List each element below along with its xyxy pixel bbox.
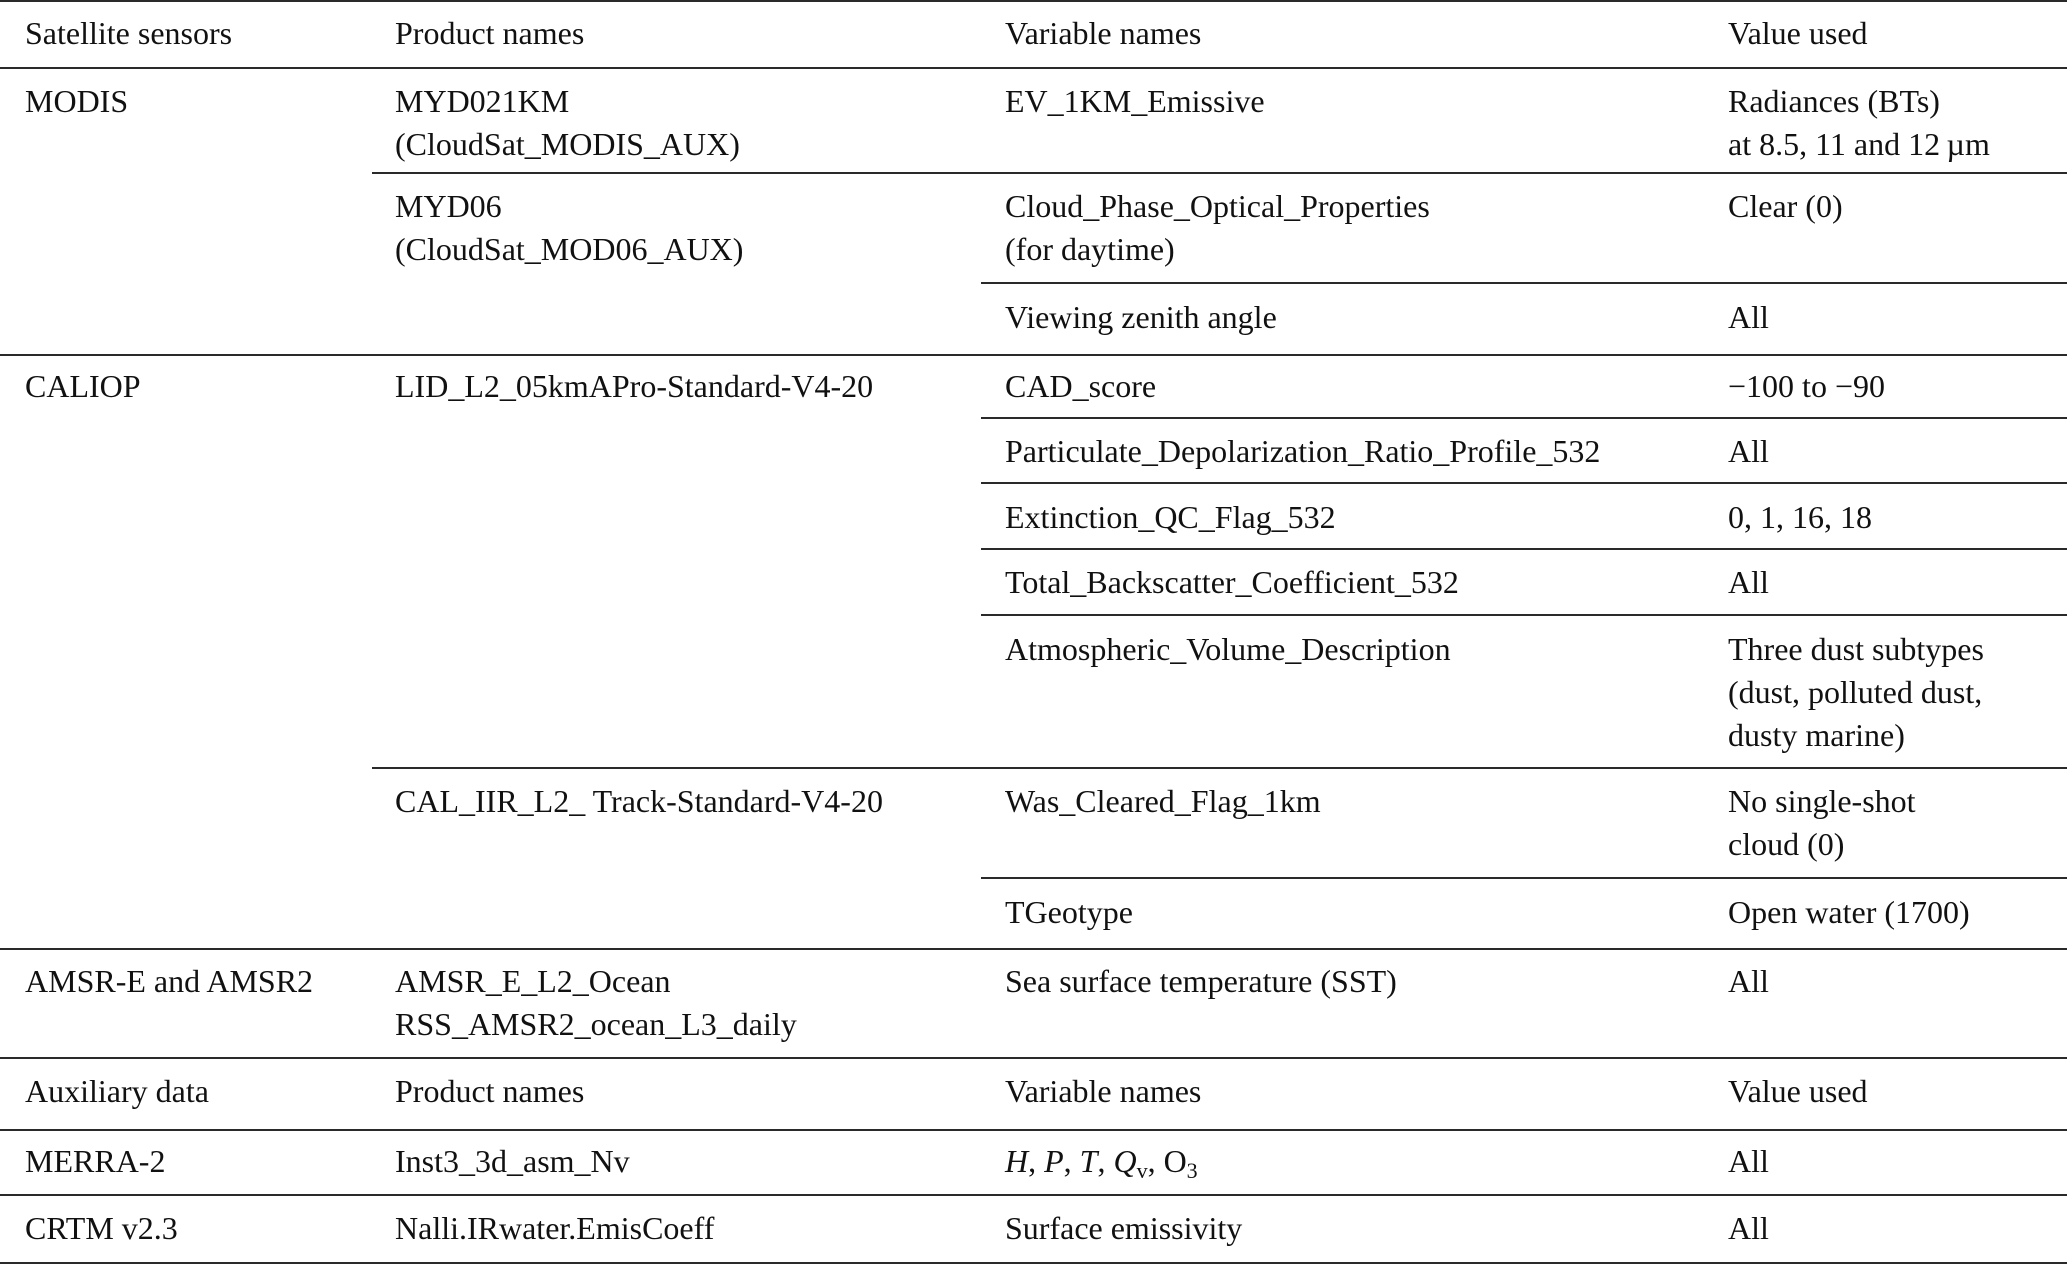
var-o3: O: [1163, 1143, 1187, 1179]
header-variable-names: Variable names: [1005, 15, 1202, 51]
var-h: H: [1005, 1143, 1029, 1179]
value-cell: Open water (1700): [1728, 894, 1970, 930]
source-cell: MERRA-2: [25, 1143, 166, 1179]
variable-line: (for daytime): [1005, 231, 1175, 267]
variable-cell: Atmospheric_Volume_Description: [1005, 631, 1451, 667]
var-t: T: [1079, 1143, 1098, 1179]
var-p: P: [1044, 1143, 1064, 1179]
header-product-names: Product names: [395, 15, 585, 51]
variable-cell: Sea surface temperature (SST): [1005, 963, 1397, 999]
variable-cell: Surface emissivity: [1005, 1210, 1243, 1246]
product-line: (CloudSat_MOD06_AUX): [395, 231, 744, 267]
rule: [0, 948, 2067, 950]
product-line: AMSR_E_L2_Ocean: [395, 963, 671, 999]
var-q: Q: [1113, 1143, 1137, 1179]
value-line: cloud (0): [1728, 826, 1845, 862]
value-line: (dust, polluted dust,: [1728, 674, 1983, 710]
value-cell: −100 to −90: [1728, 368, 1885, 404]
source-cell: CRTM v2.3: [25, 1210, 178, 1246]
value-cell: [1728, 780, 1916, 866]
rule-top: [0, 0, 2067, 2]
value-cell: [1728, 628, 1984, 757]
variable-cell: Total_Backscatter_Coefficient_532: [1005, 564, 1459, 600]
variable-cell: CAD_score: [1005, 368, 1157, 404]
rule-bottom: [0, 1262, 2067, 1264]
product-cell: [395, 185, 743, 271]
rule: [0, 1129, 2067, 1131]
sensor-cell: AMSR-E and AMSR2: [25, 963, 314, 999]
var-q-subscript: v: [1136, 1158, 1148, 1183]
value-line: No single-shot: [1728, 783, 1916, 819]
header-value-used: Value used: [1728, 1073, 1868, 1109]
variable-cell: Particulate_Depolarization_Ratio_Profile_532: [1005, 433, 1601, 469]
variable-cell: Viewing zenith angle: [1005, 299, 1277, 335]
header-satellite-sensors: Satellite sensors: [25, 15, 233, 51]
rule: [981, 282, 2067, 284]
sensor-cell: MODIS: [25, 83, 129, 119]
variable-cell: Extinction_QC_Flag_532: [1005, 499, 1336, 535]
product-cell: [395, 960, 797, 1046]
product-cell: Inst3_3d_asm_Nv: [395, 1143, 630, 1179]
product-cell: LID_L2_05kmAPro-Standard-V4-20: [395, 368, 874, 404]
separator: ,: [1097, 1143, 1114, 1179]
value-cell: [1728, 80, 1990, 166]
value-cell: All: [1728, 564, 1769, 600]
value-cell: 0, 1, 16, 18: [1728, 499, 1872, 535]
value-cell: All: [1728, 433, 1769, 469]
product-cell: Nalli.IRwater.EmisCoeff: [395, 1210, 715, 1246]
product-line: MYD06: [395, 188, 502, 224]
product-cell: CAL_IIR_L2_ Track-Standard-V4-20: [395, 783, 883, 819]
variable-cell: TGeotype: [1005, 894, 1133, 930]
separator: ,: [1063, 1143, 1080, 1179]
variable-cell: Was_Cleared_Flag_1km: [1005, 783, 1321, 819]
value-cell: Clear (0): [1728, 188, 1843, 224]
header-product-names: Product names: [395, 1073, 585, 1109]
value-line: dusty marine): [1728, 717, 1905, 753]
rule: [981, 614, 2067, 616]
rule: [0, 1194, 2067, 1196]
sensor-cell: CALIOP: [25, 368, 141, 404]
value-cell: All: [1728, 1210, 1769, 1246]
variable-cell: [1005, 1140, 1198, 1183]
product-line: RSS_AMSR2_ocean_L3_daily: [395, 1006, 797, 1042]
rule: [981, 417, 2067, 419]
variable-line: Cloud_Phase_Optical_Properties: [1005, 188, 1430, 224]
variable-cell: EV_1KM_Emissive: [1005, 83, 1265, 119]
rule-header: [0, 67, 2067, 69]
value-cell: All: [1728, 299, 1769, 335]
product-line: (CloudSat_MODIS_AUX): [395, 126, 740, 162]
header-value-used: Value used: [1728, 15, 1868, 51]
value-line: Radiances (BTs): [1728, 83, 1940, 119]
header-variable-names: Variable names: [1005, 1073, 1202, 1109]
rule: [981, 482, 2067, 484]
value-cell: All: [1728, 963, 1769, 999]
rule: [0, 354, 2067, 356]
rule: [981, 548, 2067, 550]
rule: [981, 877, 2067, 879]
var-o3-subscript: 3: [1186, 1158, 1198, 1183]
product-cell: [395, 80, 740, 166]
rule: [0, 1057, 2067, 1059]
value-line: Three dust subtypes: [1728, 631, 1984, 667]
value-cell: All: [1728, 1143, 1769, 1179]
variable-cell: [1005, 185, 1430, 271]
separator: ,: [1147, 1143, 1164, 1179]
rule: [372, 767, 2067, 769]
product-line: MYD021KM: [395, 83, 570, 119]
rule: [372, 172, 2067, 174]
separator: ,: [1028, 1143, 1045, 1179]
header-auxiliary-data: Auxiliary data: [25, 1073, 209, 1109]
value-line: at 8.5, 11 and 12 µm: [1728, 126, 1990, 162]
